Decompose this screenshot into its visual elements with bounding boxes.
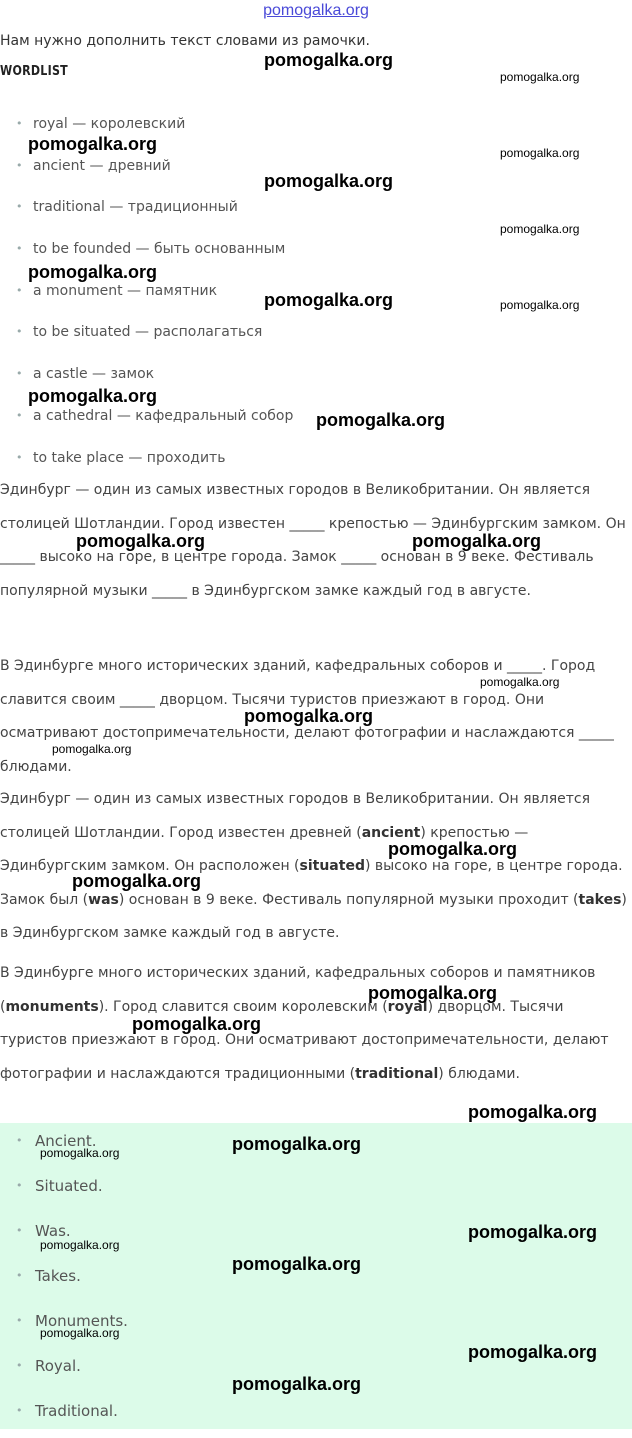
site-header-link[interactable]: pomogalka.org [263, 2, 369, 19]
answer-item: • Takes. [0, 1258, 632, 1303]
watermark: pomogalka.org [132, 1014, 262, 1034]
answer-text: ) основан в 9 веке. Фестиваль популярной музыки проходит ( [118, 891, 579, 908]
answer-item: • Situated. [0, 1168, 632, 1213]
answer-text: Эдинбург — один из самых известных городов в Великобритании. Он является столицей Шотландии. Город известен древней ( [0, 791, 591, 841]
wordlist-item: • a cathedral — кафедральный собор [0, 399, 293, 441]
wordlist-item: • ancient — древний [0, 149, 293, 191]
answer-text: В Эдинбурге много исторических зданий, кафедральных соборов и памятников ( [0, 965, 596, 1015]
wordlist-item: • to be founded — быть основанным [0, 232, 293, 274]
watermark: pomogalka.org [412, 531, 542, 551]
watermark: pomogalka.org [500, 70, 580, 84]
watermark: pomogalka.org [500, 146, 580, 160]
watermark: pomogalka.org [264, 50, 394, 70]
answer-text: ) в Эдинбургском замке каждый год в августе. [0, 891, 627, 941]
answer-item: • Was. [0, 1213, 632, 1258]
answer-keyword: monuments [5, 998, 99, 1015]
answer-keyword: traditional [355, 1065, 439, 1082]
answer-text: ) блюдами. [438, 1065, 520, 1082]
watermark: pomogalka.org [40, 1238, 120, 1252]
watermark: pomogalka.org [264, 171, 394, 191]
watermark: pomogalka.org [52, 742, 132, 756]
task-paragraph-1: Эдинбург — один из самых известных городов в Великобритании. Он является столицей Шотландии. Город известен _____ крепостью — Эдинбургским замком. Он _____ высоко на горе, в центре города. Замок _____ основан в 9 веке. Фестиваль популярной музыки _____ в Эдинбургском замке каждый год в августе. [0, 482, 626, 599]
answer-item: • Ancient. [0, 1123, 632, 1168]
wordlist-item: • royal — королевский [0, 107, 293, 149]
answer-keyword: takes [578, 891, 622, 908]
answer-keyword: royal [387, 998, 428, 1015]
watermark: pomogalka.org [368, 983, 498, 1003]
answer-item: • Traditional. [0, 1393, 632, 1438]
watermark: pomogalka.org [28, 134, 158, 154]
answer-text: ). Город славится своим королевским ( [98, 998, 388, 1015]
answer-text: ) высоко на горе, в центре города. Замок был ( [0, 858, 623, 908]
task-paragraph-2: В Эдинбурге много исторических зданий, кафедральных соборов и _____. Город славится своим _____ дворцом. Тысячи туристов приезжают в город. Они осматривают достопримечательности, делают фотографии и наслаждаются _____ блюдами. [0, 658, 614, 775]
watermark: pomogalka.org [500, 222, 580, 236]
watermark: pomogalka.org [264, 290, 394, 310]
wordlist-item: • traditional — традиционный [0, 190, 293, 232]
watermark: pomogalka.org [468, 1342, 598, 1362]
watermark: pomogalka.org [244, 706, 374, 726]
answer-item: • Royal. [0, 1348, 632, 1393]
watermark: pomogalka.org [388, 839, 518, 859]
answer-text: ) крепостью — Эдинбургским замком. Он расположен ( [0, 824, 529, 874]
watermark: pomogalka.org [40, 1326, 120, 1340]
watermark: pomogalka.org [76, 531, 206, 551]
wordlist-item: • to be situated — располагаться [0, 315, 293, 357]
answer-keyword: ancient [361, 824, 421, 841]
watermark: pomogalka.org [468, 1102, 598, 1122]
watermark: pomogalka.org [316, 410, 446, 430]
answer-keyword: was [88, 891, 119, 908]
wordlist [0, 107, 293, 482]
watermark: pomogalka.org [500, 298, 580, 312]
watermark: pomogalka.org [468, 1222, 598, 1242]
watermark: pomogalka.org [72, 871, 202, 891]
watermark: pomogalka.org [232, 1374, 362, 1394]
answer-text: ) дворцом. Тысячи туристов приезжают в город. Они осматривают достопримечательности, делают фотографии и наслаждаются традиционными ( [0, 998, 609, 1082]
watermark: pomogalka.org [480, 675, 560, 689]
answer-keyword: situated [299, 858, 365, 874]
wordlist-title: WORDLIST [0, 64, 68, 79]
answer-paragraph-1 [0, 783, 632, 951]
wordlist-item: • to take place — проходить [0, 441, 293, 483]
watermark: pomogalka.org [28, 262, 158, 282]
watermark: pomogalka.org [40, 1146, 120, 1160]
watermark: pomogalka.org [232, 1254, 362, 1274]
answer-paragraph-2 [0, 957, 632, 1091]
watermark: pomogalka.org [232, 1134, 362, 1154]
answer-item: • Monuments. [0, 1303, 632, 1348]
watermark: pomogalka.org [28, 386, 158, 406]
wordlist-item: • a monument — памятник [0, 274, 293, 316]
task-intro: Нам нужно дополнить текст словами из рамочки. [0, 33, 370, 49]
wordlist-item: • a castle — замок [0, 357, 293, 399]
